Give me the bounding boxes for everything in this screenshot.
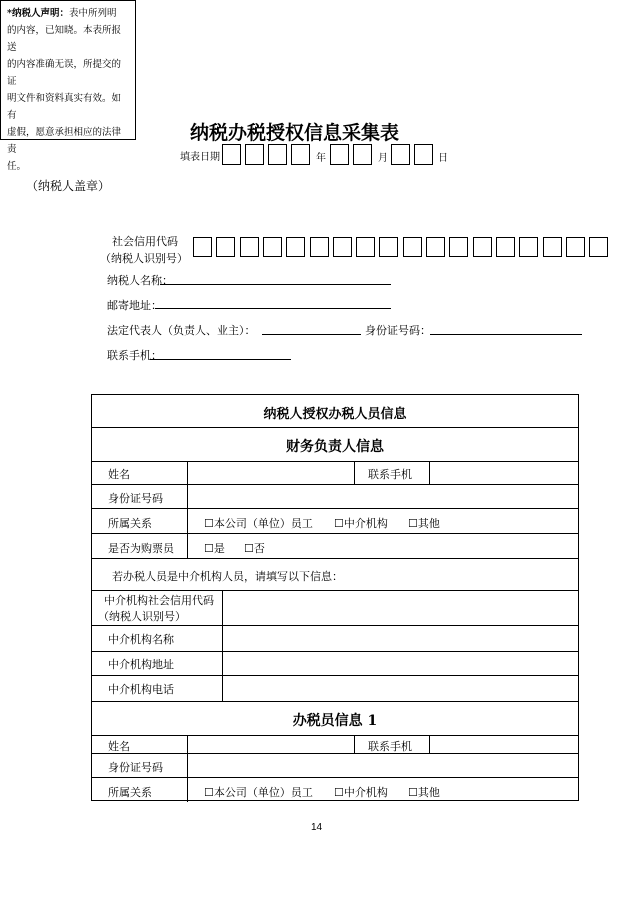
credit-code-digit-box[interactable]: [333, 237, 352, 257]
credit-code-digit-box[interactable]: [543, 237, 562, 257]
agency-code-field[interactable]: [223, 591, 578, 624]
checkbox-icon[interactable]: ☐: [204, 517, 214, 530]
phone-label: 联系手机: [368, 468, 412, 481]
id-number-field[interactable]: [430, 320, 582, 335]
officer-id-field[interactable]: [188, 754, 578, 776]
credit-code-digit-box[interactable]: [403, 237, 422, 257]
declaration-box: [0, 0, 136, 193]
name-label: 姓名: [108, 468, 130, 481]
declaration-line: 表中所列明: [68, 8, 117, 19]
credit-code-digit-box[interactable]: [426, 237, 445, 257]
credit-code-digit-box[interactable]: [589, 237, 608, 257]
ticket-buyer-label: 是否为购票员: [108, 542, 174, 555]
declaration-heading: *纳税人声明：: [7, 8, 69, 19]
credit-code-digit-box[interactable]: [310, 237, 329, 257]
agency-note: 若办税人员是中介机构人员，请填写以下信息：: [112, 570, 343, 583]
mail-address-label: 邮寄地址：: [107, 299, 162, 312]
credit-code-digit-box[interactable]: [496, 237, 515, 257]
taxpayer-name-field[interactable]: [160, 270, 391, 285]
taxpayer-id-label: （纳税人识别号）: [100, 252, 188, 265]
tax-officer-section-title: 办税员信息 1: [292, 713, 378, 729]
declaration-line: 虚假，愿意承担相应的法律责: [7, 127, 122, 155]
credit-code-digit-box[interactable]: [240, 237, 259, 257]
agency-name-label: 中介机构名称: [108, 633, 174, 646]
month-label: 月: [378, 153, 388, 164]
year-label: 年: [316, 153, 326, 164]
year-digit-box[interactable]: [268, 144, 287, 165]
credit-code-digit-box[interactable]: [286, 237, 305, 257]
day-digit-box[interactable]: [391, 144, 410, 165]
finance-name-field[interactable]: [188, 462, 353, 483]
id-number-label: 身份证号码：: [365, 324, 431, 337]
declaration-line: 的内容准确无误，所提交的证: [7, 59, 122, 87]
credit-code-digit-box[interactable]: [449, 237, 468, 257]
day-label: 日: [438, 153, 448, 164]
checkbox-icon[interactable]: ☐: [244, 542, 254, 555]
page-number: 14: [311, 822, 323, 833]
finance-id-field[interactable]: [188, 485, 578, 507]
credit-code-digit-box[interactable]: [216, 237, 235, 257]
day-digit-box[interactable]: [414, 144, 433, 165]
relation-label: 所属关系: [108, 517, 152, 530]
relation-option-employee[interactable]: ☐本公司（单位）员工: [204, 786, 313, 799]
fill-date-label: 填表日期: [180, 152, 220, 163]
year-digit-box[interactable]: [222, 144, 241, 165]
credit-code-digit-box[interactable]: [263, 237, 282, 257]
legal-rep-field[interactable]: [262, 320, 361, 335]
mail-address-field[interactable]: [155, 294, 391, 309]
credit-code-digit-box[interactable]: [379, 237, 398, 257]
agency-address-field[interactable]: [223, 652, 578, 674]
taxpayer-name-label: 纳税人名称：: [107, 274, 173, 287]
relation-option-agency[interactable]: ☐中介机构: [334, 786, 388, 799]
table-title: 纳税人授权办税人员信息: [263, 407, 407, 422]
legal-rep-label: 法定代表人（负责人、业主）：: [107, 324, 256, 337]
agency-id-label: （纳税人识别号）: [98, 610, 186, 623]
credit-code-digit-box[interactable]: [473, 237, 492, 257]
year-digit-box[interactable]: [245, 144, 264, 165]
relation-option-other[interactable]: ☐其他: [408, 517, 440, 530]
agency-name-field[interactable]: [223, 626, 578, 650]
checkbox-icon[interactable]: ☐: [204, 542, 214, 555]
name-label: 姓名: [108, 740, 130, 753]
checkbox-icon[interactable]: ☐: [334, 786, 344, 799]
ticket-option-yes[interactable]: ☐是: [204, 542, 225, 555]
credit-code-label: 社会信用代码: [112, 235, 178, 248]
agency-address-label: 中介机构地址: [108, 658, 174, 671]
credit-code-digit-box[interactable]: [519, 237, 538, 257]
id-label: 身份证号码: [108, 492, 163, 505]
ticket-option-no[interactable]: ☐否: [244, 542, 265, 555]
finance-section-title: 财务负责人信息: [286, 439, 384, 455]
checkbox-icon[interactable]: ☐: [204, 786, 214, 799]
checkbox-icon[interactable]: ☐: [408, 517, 418, 530]
relation-option-other[interactable]: ☐其他: [408, 786, 440, 799]
declaration-line: 明文件和资料真实有效。如有: [7, 93, 122, 121]
officer-name-field[interactable]: [188, 736, 353, 752]
relation-option-agency[interactable]: ☐中介机构: [334, 517, 388, 530]
credit-code-digit-box[interactable]: [356, 237, 375, 257]
phone-label: 联系手机: [368, 740, 412, 753]
month-digit-box[interactable]: [353, 144, 372, 165]
year-digit-box[interactable]: [291, 144, 310, 165]
page-title: 纳税办税授权信息采集表: [190, 122, 400, 144]
checkbox-icon[interactable]: ☐: [334, 517, 344, 530]
finance-phone-field[interactable]: [430, 462, 578, 483]
seal-label: （纳税人盖章）: [25, 179, 110, 193]
agency-code-label: 中介机构社会信用代码: [104, 594, 214, 607]
id-label: 身份证号码: [108, 761, 163, 774]
contact-phone-label: 联系手机：: [107, 349, 162, 362]
credit-code-digit-box[interactable]: [566, 237, 585, 257]
checkbox-icon[interactable]: ☐: [408, 786, 418, 799]
declaration-line: 任。: [7, 161, 27, 172]
month-digit-box[interactable]: [330, 144, 349, 165]
authorized-staff-table: [91, 394, 579, 801]
declaration-line: 的内容，已知晓。本表所报送: [7, 25, 122, 53]
credit-code-digit-box[interactable]: [193, 237, 212, 257]
relation-option-employee[interactable]: ☐本公司（单位）员工: [204, 517, 313, 530]
agency-phone-field[interactable]: [223, 676, 578, 700]
contact-phone-field[interactable]: [150, 345, 291, 360]
officer-phone-field[interactable]: [430, 736, 578, 752]
relation-label: 所属关系: [108, 786, 152, 799]
agency-phone-label: 中介机构电话: [108, 683, 174, 696]
